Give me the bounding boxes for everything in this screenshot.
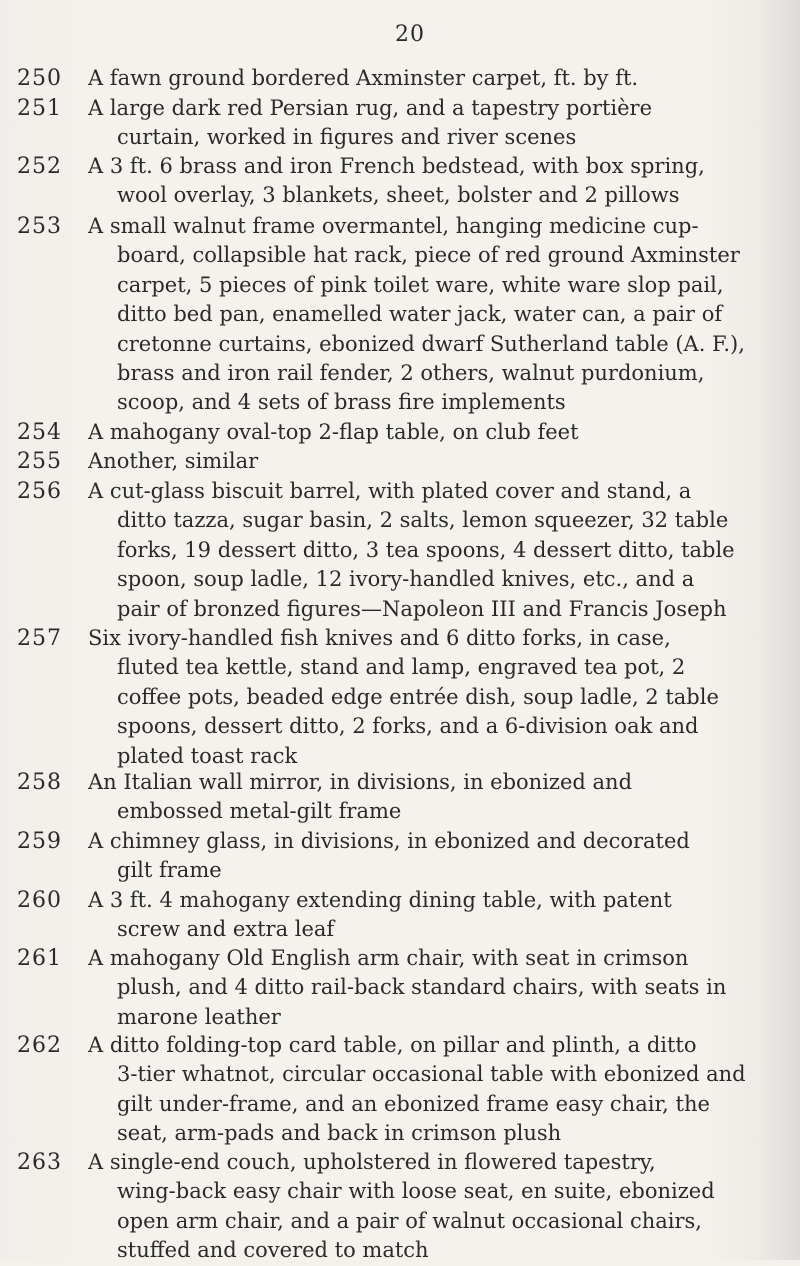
lot-line: A chimney glass, in divisions, in ebonized and decorated (88, 829, 690, 853)
lot-number: 253 (17, 214, 62, 239)
lot-description (88, 1031, 753, 1149)
lot-number: 261 (17, 946, 62, 971)
lot-description (88, 1148, 753, 1266)
page-number: 20 (395, 22, 425, 47)
lot-number: 260 (17, 888, 62, 913)
lot-description (88, 886, 753, 945)
lot-line: Six ivory-handled fish knives and 6 ditto forks, in case, (88, 626, 671, 650)
lot-line: ditto bed pan, enamelled water jack, water can, a pair of (117, 302, 723, 327)
lot-number: 257 (17, 626, 62, 651)
lot-number: 252 (17, 154, 62, 179)
lot-line: wool overlay, 3 blankets, sheet, bolster and 2 pillows (117, 183, 680, 208)
lot-line: A 3 ft. 4 mahogany extending dining table, with patent (88, 888, 672, 912)
lot-line: An Italian wall mirror, in divisions, in ebonized and (88, 770, 633, 794)
lot-number: 251 (17, 96, 62, 121)
lot-line: A single-end couch, upholstered in flowered tapestry, (88, 1150, 656, 1174)
lot-line: A large dark red Persian rug, and a tapestry portière (88, 96, 653, 120)
lot-line: fluted tea kettle, stand and lamp, engraved tea pot, 2 (117, 655, 686, 680)
lot-number: 263 (17, 1150, 62, 1175)
lot-line: plush, and 4 ditto rail-back standard chairs, with seats in (117, 975, 727, 1000)
lot-line: gilt frame (117, 858, 222, 883)
lot-description (88, 624, 753, 771)
lot-number: 258 (17, 770, 62, 795)
lot-line: A fawn ground bordered Axminster carpet, ft. by ft. (88, 66, 639, 90)
lot-number: 256 (17, 479, 62, 504)
lot-line: cretonne curtains, ebonized dwarf Sutherland table (A. F.), (117, 331, 745, 356)
lot-line: A cut-glass biscuit barrel, with plated cover and stand, a (88, 479, 692, 503)
lot-line: gilt under-frame, and an ebonized frame easy chair, the (117, 1091, 710, 1116)
lot-description (88, 152, 753, 211)
lot-line: carpet, 5 pieces of pink toilet ware, white ware slop pail, (117, 272, 724, 297)
lot-line: seat, arm-pads and back in crimson plush (117, 1121, 562, 1146)
lot-line: spoons, dessert ditto, 2 forks, and a 6-division oak and (117, 714, 699, 739)
lot-line: scoop, and 4 sets of brass fire implements (117, 390, 566, 415)
lot-number: 255 (17, 449, 62, 474)
lot-line: A mahogany oval-top 2-flap table, on club feet (88, 420, 579, 444)
page-edge-shadow (758, 0, 800, 1260)
lot-line: marone leather (117, 1004, 281, 1029)
lot-line: brass and iron rail fender, 2 others, walnut purdonium, (117, 361, 705, 386)
lot-description (88, 418, 753, 447)
lot-description (88, 827, 753, 886)
lot-description (88, 94, 753, 153)
lot-description (88, 64, 753, 93)
lot-line: board, collapsible hat rack, piece of red ground Axminster (117, 243, 740, 268)
lot-line: Another, similar (88, 449, 259, 473)
lot-line: plated toast rack (117, 743, 298, 768)
lot-number: 250 (17, 66, 62, 91)
lot-line: forks, 19 dessert ditto, 3 tea spoons, 4 dessert ditto, table (117, 537, 735, 562)
lot-line: stuffed and covered to match (117, 1238, 429, 1263)
lot-line: screw and extra leaf (117, 917, 335, 942)
lot-description (88, 768, 753, 827)
lot-description (88, 212, 753, 418)
lot-line: pair of bronzed figures—Napoleon III and Francis Joseph (117, 596, 727, 621)
lot-line: curtain, worked in figures and river scenes (117, 125, 577, 150)
lot-line: ditto tazza, sugar basin, 2 salts, lemon squeezer, 32 table (117, 508, 729, 533)
lot-description (88, 944, 753, 1032)
lot-line: coffee pots, beaded edge entrée dish, soup ladle, 2 table (117, 684, 719, 709)
lot-description (88, 477, 753, 624)
lot-line: embossed metal-gilt frame (117, 799, 402, 824)
lot-line: open arm chair, and a pair of walnut occasional chairs, (117, 1208, 702, 1233)
lot-number: 254 (17, 420, 62, 445)
lot-line: spoon, soup ladle, 12 ivory-handled knives, etc., and a (117, 567, 695, 592)
lot-line: A mahogany Old English arm chair, with seat in crimson (88, 946, 689, 970)
lot-description (88, 447, 753, 476)
lot-line: wing-back easy chair with loose seat, en suite, ebonized (117, 1179, 715, 1204)
lot-line: 3-tier whatnot, circular occasional table with ebonized and (117, 1062, 746, 1087)
lot-number: 262 (17, 1033, 62, 1058)
lot-number: 259 (17, 829, 62, 854)
lot-line: A 3 ft. 6 brass and iron French bedstead, with box spring, (88, 154, 705, 178)
lot-line: A ditto folding-top card table, on pillar and plinth, a ditto (88, 1033, 697, 1057)
lot-line: A small walnut frame overmantel, hanging medicine cup- (88, 214, 699, 238)
